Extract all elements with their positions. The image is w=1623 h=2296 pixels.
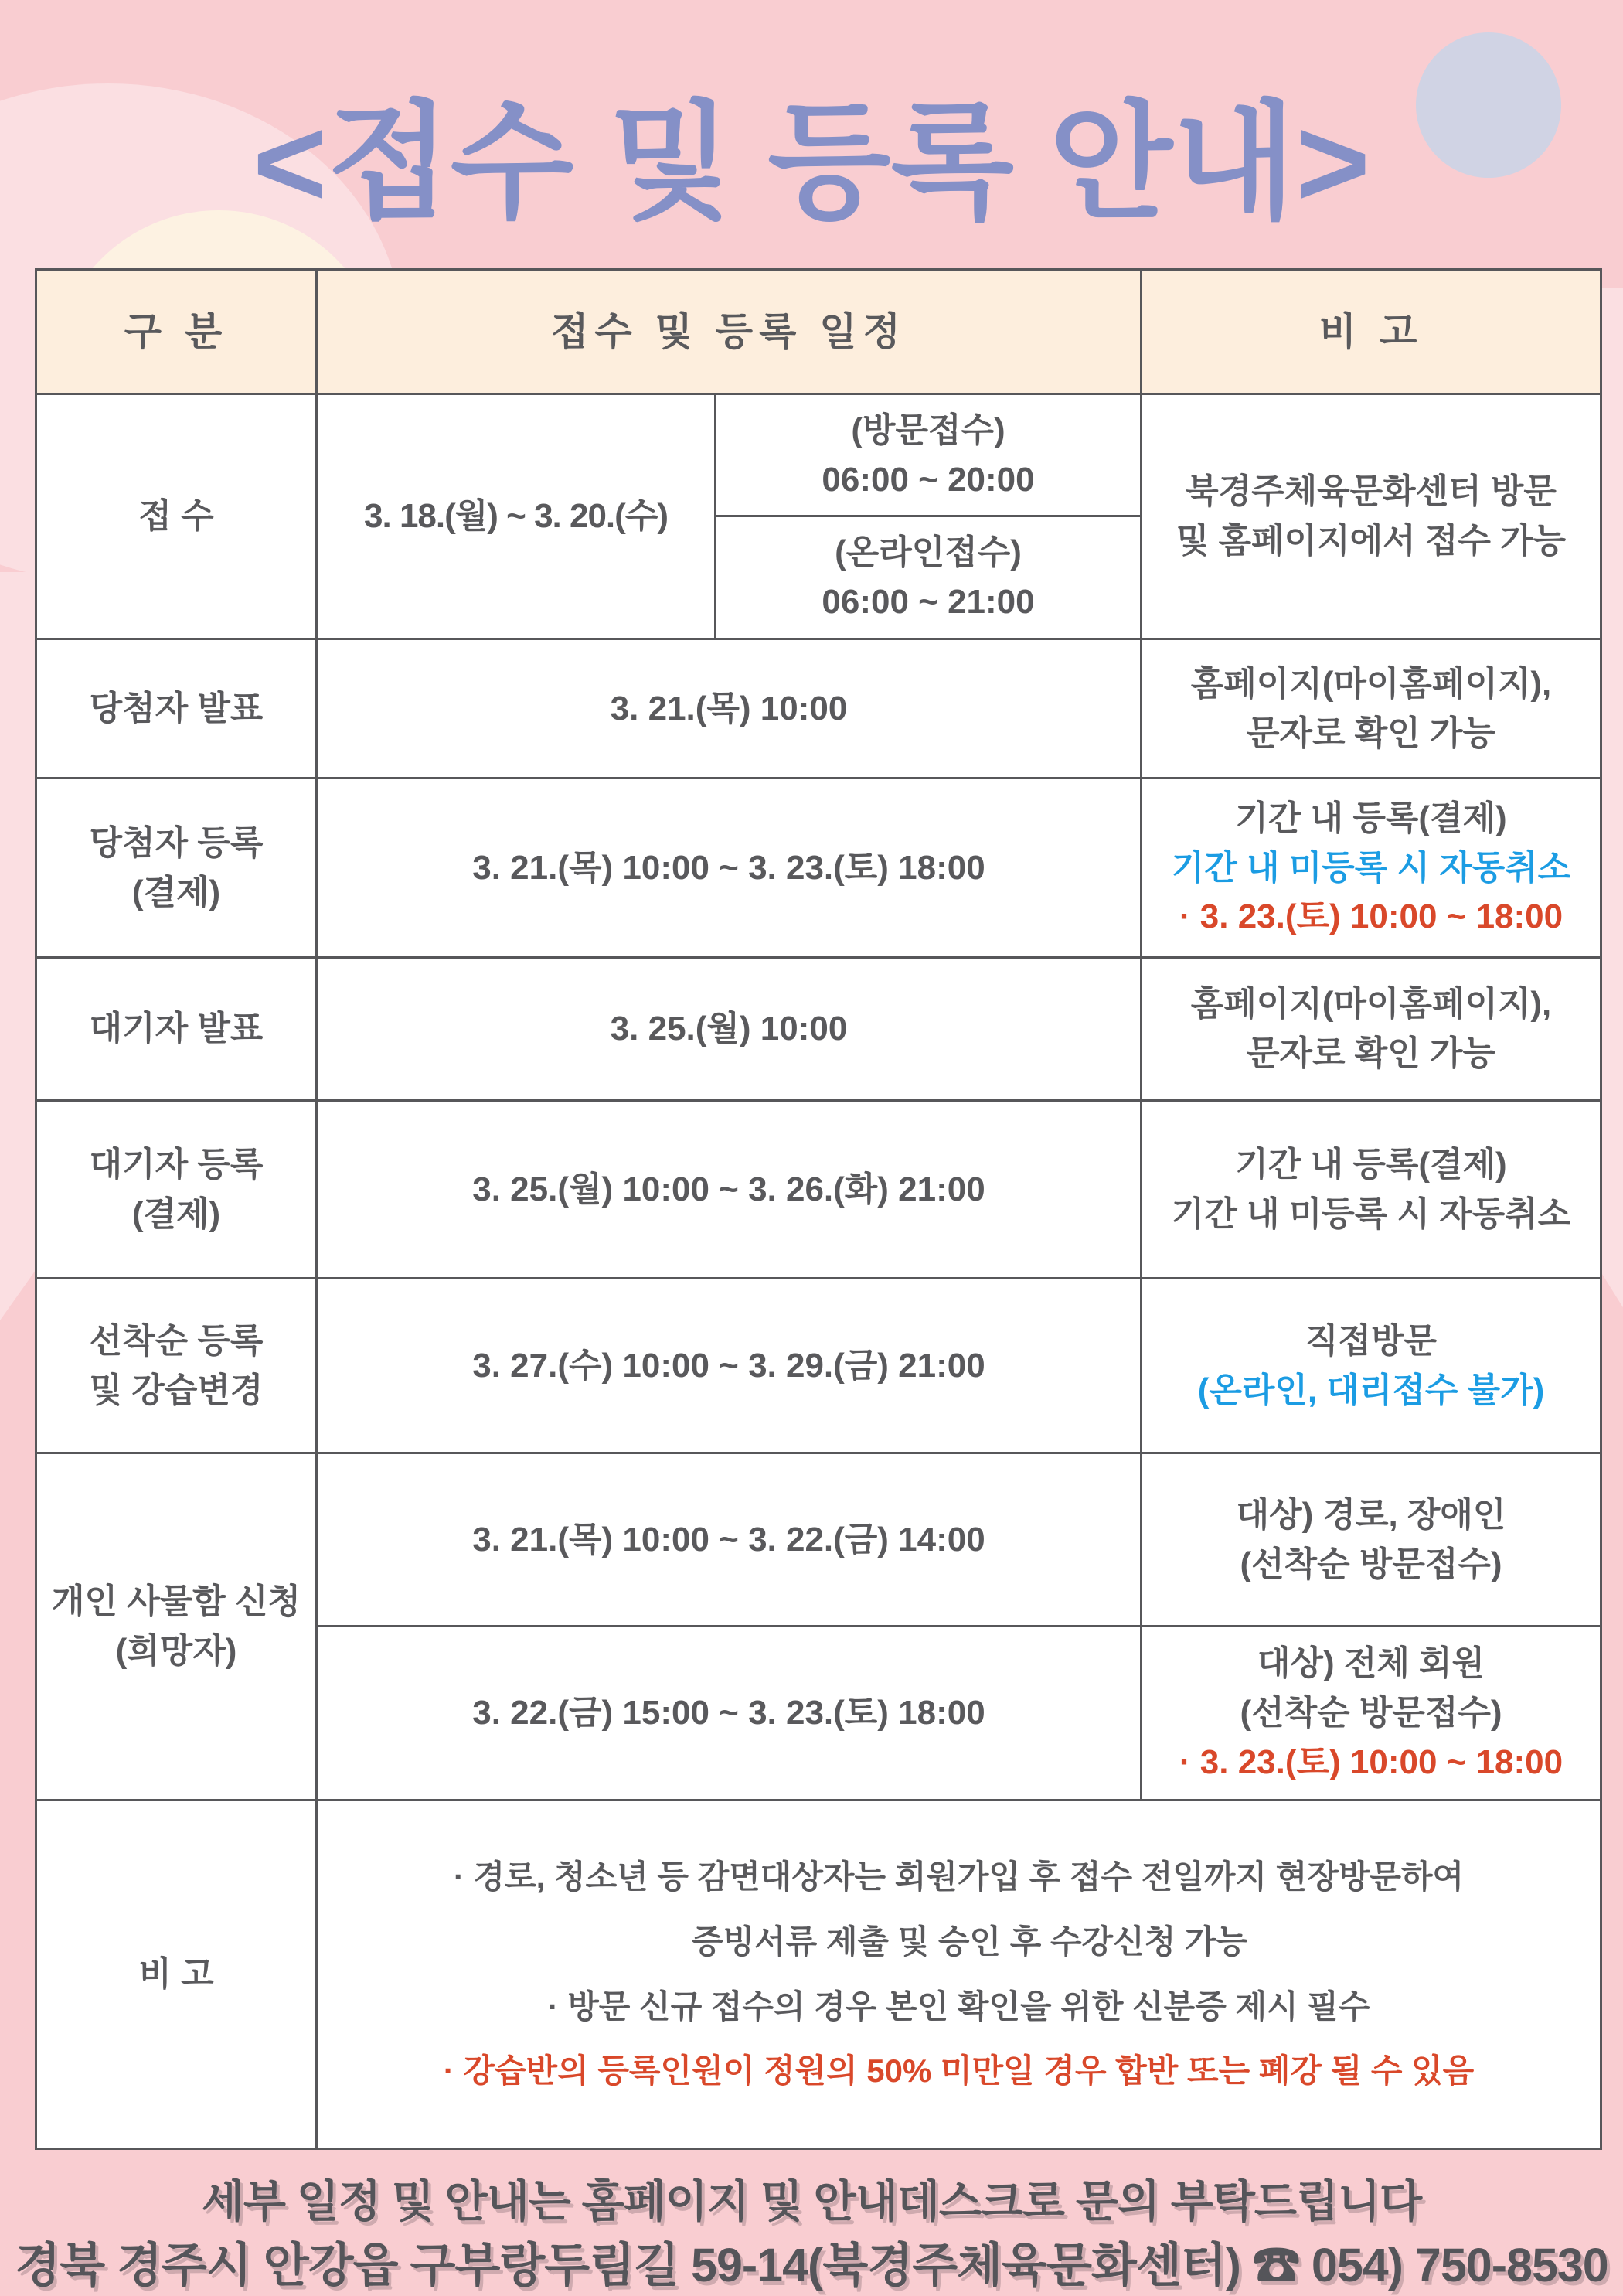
locker-label-line1: 개인 사물함 신청 [52, 1582, 301, 1621]
first-come-note-line2: (온라인, 대리접수 불가) [1197, 1371, 1545, 1409]
winner-announce-schedule: 3. 21.(목) 10:00 [317, 639, 1142, 778]
first-come-label-line1: 선착순 등록 [89, 1321, 264, 1360]
wait-register-schedule: 3. 25.(월) 10:00 ~ 3. 26.(화) 21:00 [317, 1101, 1142, 1279]
wait-announce-label: 대기자 발표 [36, 958, 317, 1101]
row-remarks [36, 1800, 1601, 2149]
schedule-table [35, 268, 1602, 2150]
online-reception-time: 06:00 ~ 21:00 [822, 583, 1035, 621]
first-come-note-line1: 직접방문 [1305, 1321, 1437, 1360]
wait-register-label [36, 1101, 317, 1279]
winner-announce-label: 당첨자 발표 [36, 639, 317, 778]
winner-register-label-line1: 당첨자 등록 [89, 823, 264, 862]
footer-address-phone: 경북 경주시 안강읍 구부랑두림길 59-14(북경주체육문화센터) ☎ 054) 750-8530 [15, 2239, 1608, 2291]
reception-note [1142, 394, 1601, 639]
locker-row2-note-line2: (선착순 방문접수) [1240, 1694, 1502, 1732]
remarks-line1: · 경로, 청소년 등 감면대상자는 회원가입 후 접수 전일까지 현장방문하여 [453, 1858, 1465, 1895]
row-winner-announcement [36, 639, 1601, 778]
visit-reception-title: (방문접수) [851, 410, 1005, 449]
locker-row2-note-line1: 대상) 전체 회원 [1257, 1644, 1485, 1683]
winner-register-note-line2: 기간 내 미등록 시 자동취소 [1171, 848, 1571, 887]
reception-visit-cell [716, 394, 1142, 516]
locker-row2-note-line3: · 3. 23.(토) 10:00 ~ 18:00 [1179, 1742, 1563, 1781]
row-first-come-registration [36, 1279, 1601, 1453]
remarks-content [317, 1800, 1601, 2149]
row-waitlist-registration [36, 1101, 1601, 1279]
wait-announce-note [1142, 958, 1601, 1101]
wait-announce-schedule: 3. 25.(월) 10:00 [317, 958, 1142, 1101]
remarks-line3: · 방문 신규 접수의 경우 본인 확인을 위한 신분증 제시 필수 [547, 1988, 1370, 2025]
first-come-schedule: 3. 27.(수) 10:00 ~ 3. 29.(금) 21:00 [317, 1279, 1142, 1453]
winner-register-note-line1: 기간 내 등록(결제) [1235, 799, 1507, 837]
row-reception-visit [36, 394, 1601, 516]
remarks-line4: · 강습반의 등록인원이 정원의 50% 미만일 경우 합반 또는 폐강 될 수 있음 [443, 2052, 1475, 2090]
wait-register-label-line2: (결제) [131, 1194, 221, 1233]
first-come-note [1142, 1279, 1601, 1453]
visit-reception-time: 06:00 ~ 20:00 [822, 460, 1035, 499]
winner-register-schedule: 3. 21.(목) 10:00 ~ 3. 23.(토) 18:00 [317, 778, 1142, 958]
row-locker-seniors [36, 1453, 1601, 1627]
wait-register-label-line1: 대기자 등록 [89, 1145, 264, 1184]
locker-label-line2: (희망자) [115, 1632, 237, 1670]
locker-row2-schedule: 3. 22.(금) 15:00 ~ 3. 23.(토) 18:00 [317, 1627, 1142, 1800]
footer-contact-info: 세부 일정 및 안내는 홈페이지 및 안내데스크로 문의 부탁드립니다 [201, 2177, 1422, 2226]
reception-label: 접 수 [36, 394, 317, 639]
reception-online-cell [716, 516, 1142, 639]
winner-announce-note [1142, 639, 1601, 778]
locker-label [36, 1453, 317, 1800]
header-schedule: 접수 및 등록 일정 [317, 270, 1142, 394]
header-category: 구 분 [36, 270, 317, 394]
lightpink-strip-left [0, 572, 37, 1320]
winner-register-label [36, 778, 317, 958]
remarks-line2: 증빙서류 제출 및 승인 후 수강신청 가능 [691, 1923, 1248, 1960]
first-come-label-line2: 및 강습변경 [89, 1371, 264, 1409]
wait-announce-note-line1: 홈페이지(마이홈페이지), [1190, 985, 1552, 1024]
page-title: <접수 및 등록 안내> [253, 91, 1370, 233]
wait-announce-note-line2: 문자로 확인 가능 [1247, 1034, 1495, 1072]
reception-note-line1: 북경주체육문화센터 방문 [1186, 472, 1557, 511]
lavender-circle-topright [1416, 32, 1561, 178]
locker-row2-note [1142, 1627, 1601, 1800]
row-winner-registration [36, 778, 1601, 958]
wait-register-note [1142, 1101, 1601, 1279]
remarks-label: 비 고 [36, 1800, 317, 2149]
reception-note-line2: 및 홈페이지에서 접수 가능 [1176, 522, 1567, 560]
winner-announce-note-line2: 문자로 확인 가능 [1247, 714, 1495, 752]
first-come-label [36, 1279, 317, 1453]
header-remarks: 비 고 [1142, 270, 1601, 394]
winner-register-label-line2: (결제) [131, 873, 221, 911]
locker-row1-note-line1: 대상) 경로, 장애인 [1236, 1495, 1506, 1534]
locker-row1-note-line2: (선착순 방문접수) [1240, 1545, 1502, 1583]
wait-register-note-line2: 기간 내 미등록 시 자동취소 [1171, 1194, 1571, 1233]
row-waitlist-announcement [36, 958, 1601, 1101]
winner-register-note-line3: · 3. 23.(토) 10:00 ~ 18:00 [1179, 898, 1563, 936]
winner-register-note [1142, 778, 1601, 958]
table-header-row [36, 270, 1601, 394]
online-reception-title: (온라인접수) [835, 533, 1022, 572]
locker-row1-note [1142, 1453, 1601, 1627]
reception-period: 3. 18.(월) ~ 3. 20.(수) [317, 394, 716, 639]
winner-announce-note-line1: 홈페이지(마이홈페이지), [1190, 664, 1552, 703]
locker-row1-schedule: 3. 21.(목) 10:00 ~ 3. 22.(금) 14:00 [317, 1453, 1142, 1627]
wait-register-note-line1: 기간 내 등록(결제) [1235, 1145, 1507, 1184]
